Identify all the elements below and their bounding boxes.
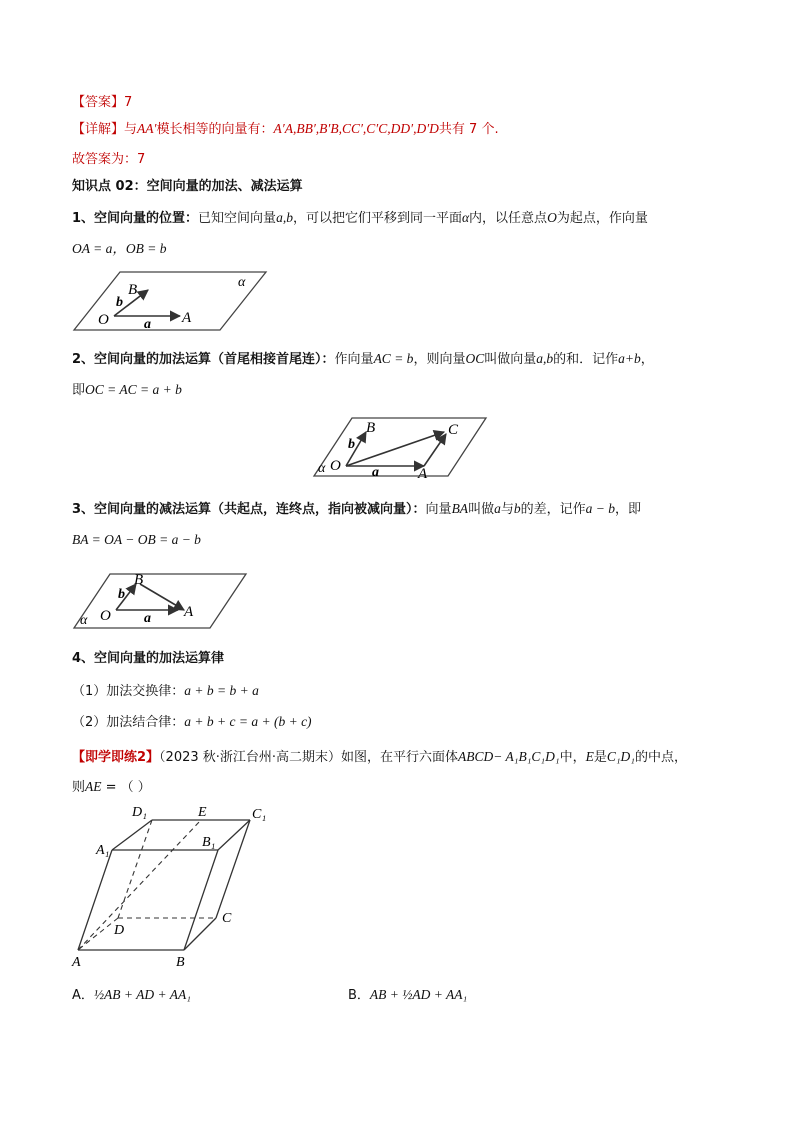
label-b: b [118,587,125,602]
detail-vector-list: A′A,BB′,B′B,CC′,C′C,DD′,D′D [273,121,439,136]
label-O: O [330,458,341,474]
label-C1: C₁ [252,807,267,822]
item1-line2: OA = a，OB = b [72,241,167,256]
practice-line2-post: = （ ） [101,780,151,795]
label-A: A [72,955,81,970]
item3-text-a: 向量 [425,502,452,517]
detail-post: 共有 7 个. [438,122,499,137]
item1-alpha: α [461,210,470,225]
label-C: C [222,911,232,926]
label-O: O [98,312,109,328]
item2-text-e: ， [640,352,654,367]
label-E: E [198,805,207,820]
item3-head: 3、空间向量的减法运算（共起点，连终点，指向被减向量）： [72,502,426,517]
item3-text-c: 与 [500,502,514,517]
label-a: a [372,465,379,480]
detail-vector: AA′ [137,121,157,136]
item2-eq: AC = b [373,351,414,366]
item1-head: 1、空间向量的位置： [72,211,199,226]
practice-e: E [585,749,594,764]
label-b: b [116,295,123,310]
item2-sum: a+b [618,351,641,366]
item2-line2-eq: OC = AC = a + b [85,382,182,397]
label-A: A [184,604,194,620]
item2-line2 [72,381,182,400]
label-O: O [100,608,111,624]
label-D1: D₁ [132,805,147,820]
label-alpha: α [80,613,88,628]
practice-text-d: 的中点， [634,750,687,765]
hidden-edges [78,820,216,950]
plane-figure-position [70,268,270,334]
item1-text-d: 为起点，作向量 [556,211,648,226]
item1-line1 [72,209,648,228]
label-alpha: α [238,275,246,290]
law1-line [72,682,259,701]
practice-line1 [72,748,687,767]
solid-edges [78,820,250,950]
vector-ac-arrow [424,434,446,466]
item2-ab: a,b [536,351,554,366]
item3-diff: a − b [585,501,615,516]
parallelepiped-figure [66,800,286,972]
option-b-expr: AB + ½AD + AA₁ [369,987,468,1002]
label-A: A [182,310,192,326]
label-b: b [348,437,355,452]
item1-text-b: ，可以把它们平移到同一平面 [292,211,462,226]
option-a-expr: ½AB + AD + AA₁ [93,987,191,1002]
option-b-label: B． [348,988,370,1003]
practice-seg: C₁D₁ [606,749,635,764]
option-a-label: A． [72,988,94,1003]
label-A: A [418,466,428,480]
addition-figure [310,414,490,480]
practice-text-b: 中， [559,750,586,765]
conclusion-line: 故答案为：7 [72,152,146,167]
law2-label: （2）加法结合律： [72,715,185,730]
practice-line2 [72,778,151,797]
practice-text-c: 是 [593,750,607,765]
vector-ba-arrow [140,584,184,610]
practice-solid: ABCD− A₁B₁C₁D₁ [458,749,560,764]
law2-formula: a + b + c = a + (b + c) [184,714,312,729]
section-title: 知识点 02：空间向量的加法、减法运算 [72,179,303,194]
item2-text-a: 作向量 [334,352,374,367]
answer-tag: 【答案】 [72,95,125,110]
law1-label: （1）加法交换律： [72,684,185,699]
practice-ae: AE [85,779,102,794]
item1-text-a: 已知空间向量 [198,211,277,226]
answer-line [72,94,132,112]
item3-text-b: 叫做 [468,502,495,517]
item2-line1 [72,350,654,369]
label-B: B [366,420,376,436]
item3-text-e: ，即 [614,502,641,517]
option-b[interactable] [348,986,467,1005]
item3-text-d: 的差，记作 [520,502,586,517]
law1-formula: a + b = b + a [184,683,259,698]
answer-value: 7 [124,95,133,110]
item1-o: O [547,210,557,225]
practice-tag: 【即学即练2】 [72,750,160,765]
item3-ba: BA [451,501,469,516]
item3-line2: BA = OA − OB = a − b [72,532,201,547]
item2-line2-pre: 即 [72,383,86,398]
item1-text-c: 内，以任意点 [469,211,548,226]
practice-source: （2023 秋·浙江台州·高二期末） [159,750,342,765]
option-a[interactable] [72,986,191,1005]
label-D: D [114,923,125,938]
subtraction-figure [70,570,250,632]
label-B1: B₁ [202,835,216,850]
label-a: a [144,611,151,626]
detail-mid: 模长相等的向量有： [156,122,274,137]
detail-pre: 与 [124,122,138,137]
item4-head: 4、空间向量的加法运算律 [72,651,225,666]
item3-a: a [494,501,501,516]
detail-line [72,120,499,139]
label-a: a [144,317,151,332]
item2-head: 2、空间向量的加法运算（首尾相接首尾连）： [72,352,335,367]
detail-tag: 【详解】 [72,122,125,137]
item2-text-d: 的和．记作 [553,352,619,367]
vector-oc-arrow [346,432,444,466]
item3-line1 [72,500,641,519]
practice-line2-pre: 则 [72,780,86,795]
label-B: B [134,572,144,588]
law2-line [72,713,312,732]
item3-b: b [513,501,521,516]
label-B: B [176,955,185,970]
item2-oc: OC [465,351,485,366]
item2-text-b: ，则向量 [413,352,466,367]
label-alpha: α [318,461,326,476]
label-A1: A₁ [96,843,110,858]
item2-text-c: 叫做向量 [484,352,537,367]
label-B: B [128,282,138,298]
practice-text-a: 如图，在平行六面体 [341,750,459,765]
item1-vars: a,b [276,210,293,225]
label-C: C [448,422,459,438]
